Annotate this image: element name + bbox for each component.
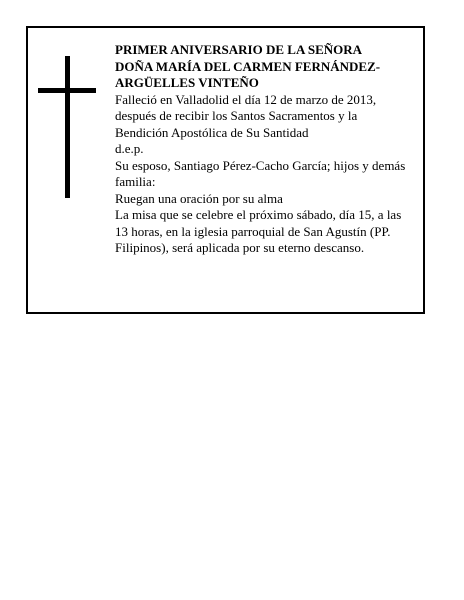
notice-body-line-9: 13 horas, en la iglesia parroquial de San Agustín (PP.	[115, 223, 391, 239]
obituary-notice	[26, 26, 425, 314]
notice-body-line-1: Falleció en Valladolid el día 12 de marzo de 2013,	[115, 91, 377, 107]
notice-body-line-2: después de recibir los Santos Sacramentos y la	[115, 108, 358, 123]
notice-body-line-8: La misa que se celebre el próximo sábado, día 15, a las	[115, 207, 402, 222]
notice-body-line-6: familia:	[115, 174, 156, 189]
notice-body-line-3: Bendición Apostólica de Su Santidad	[115, 124, 309, 140]
notice-content	[115, 42, 415, 257]
notice-body-line-5: Su esposo, Santiago Pérez-Cacho García; hijos y demás	[115, 157, 406, 173]
cross-vertical-bar	[65, 56, 70, 198]
cross-icon	[38, 56, 96, 198]
notice-body-line-4: d.e.p.	[115, 141, 144, 156]
notice-heading-line-1: PRIMER ANIVERSARIO DE LA SEÑORA	[115, 42, 363, 57]
notice-body-line-10: Filipinos), será aplicada por su eterno descanso.	[115, 240, 365, 255]
notice-heading-line-3: ARGÜELLES VINTEÑO	[115, 75, 259, 90]
cross-horizontal-bar	[38, 88, 96, 93]
notice-body-line-7: Ruegan una oración por su alma	[115, 190, 283, 206]
notice-heading-line-2: DOÑA MARÍA DEL CARMEN FERNÁNDEZ-	[115, 58, 381, 74]
